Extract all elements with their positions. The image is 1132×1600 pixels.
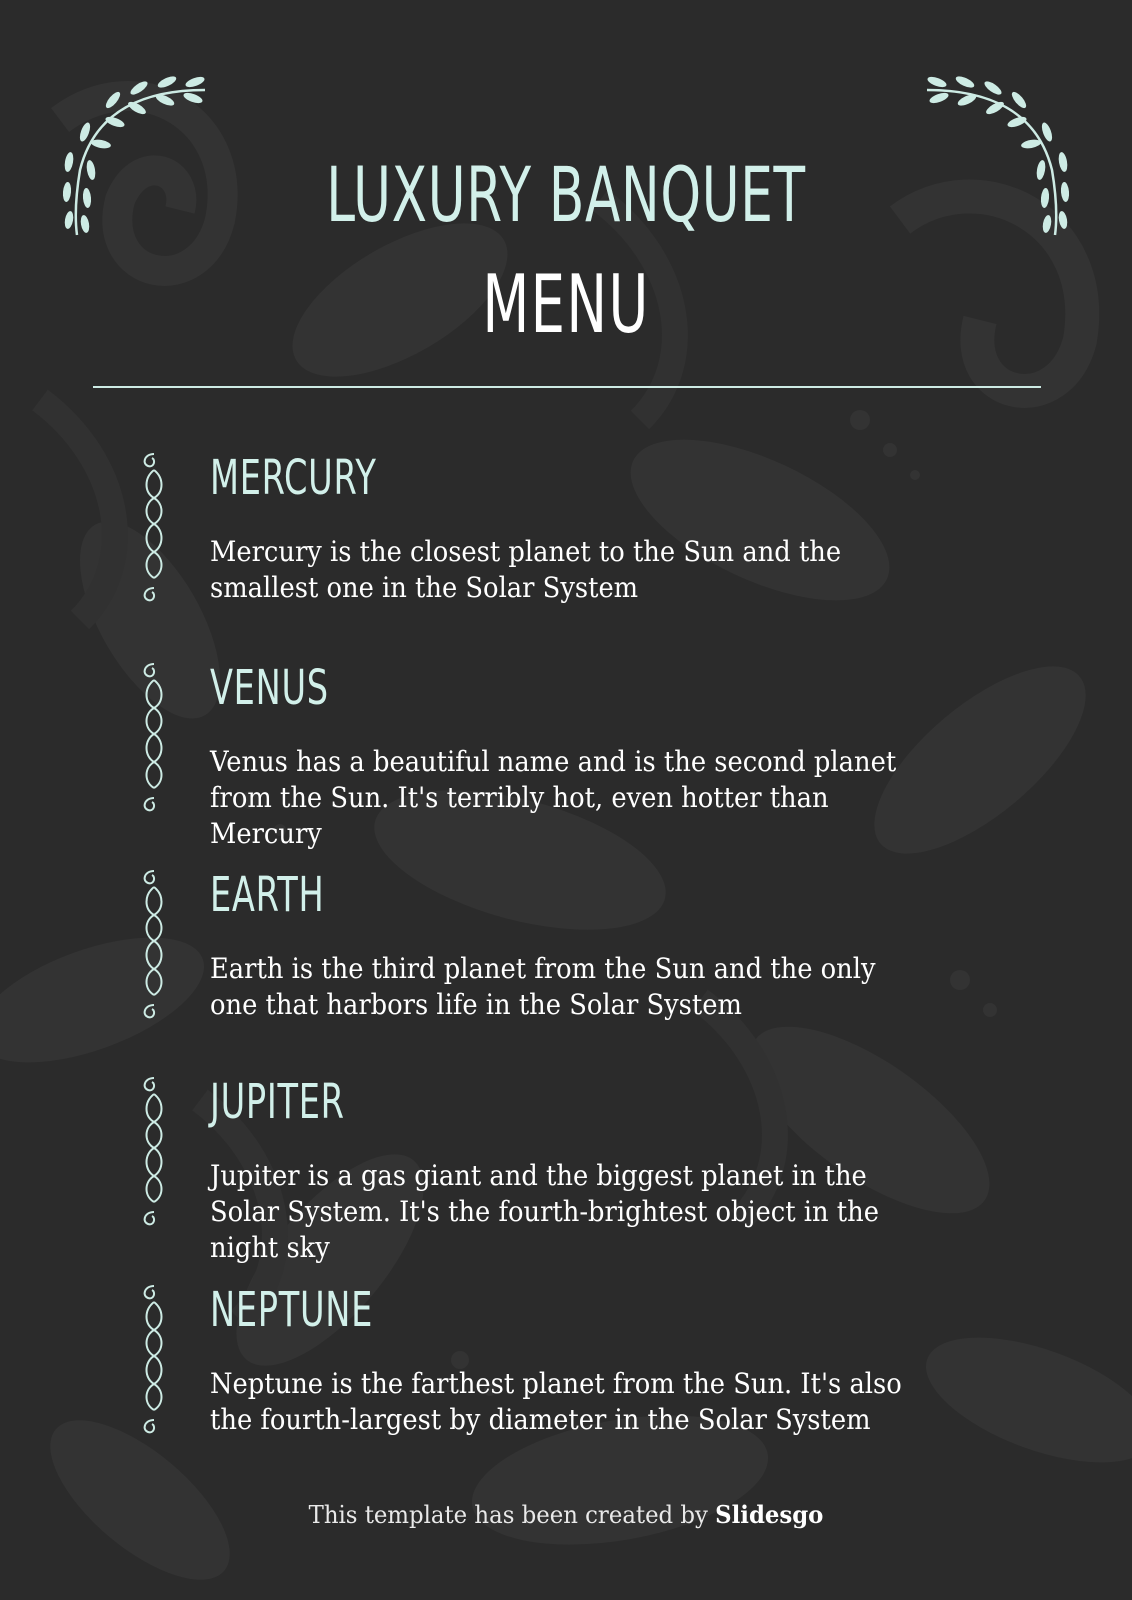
title-divider xyxy=(93,386,1041,388)
item-name: EARTH xyxy=(210,867,325,923)
footer-text: This template has been created by xyxy=(308,1501,708,1529)
item-description: Mercury is the closest planet to the Sun and the smallest one in the Solar System xyxy=(210,535,842,604)
menu-item xyxy=(0,1072,1132,1264)
title-line-menu: MENU xyxy=(482,258,650,351)
item-description: Jupiter is a gas giant and the biggest planet in the Solar System. It's the fourth-brightest object in the night sky xyxy=(210,1159,879,1264)
menu-item xyxy=(0,1280,1132,1450)
item-description: Venus has a beautiful name and is the second planet from the Sun. It's terribly hot, even hotter than Mercury xyxy=(210,745,897,850)
menu-title xyxy=(0,145,1132,355)
footer-brand-link[interactable]: Slidesgo xyxy=(715,1500,824,1529)
item-name: MERCURY xyxy=(210,450,377,506)
title-line-luxury-banquet: LUXURY BANQUET xyxy=(326,150,806,239)
menu-item xyxy=(0,448,1132,618)
item-description: Neptune is the farthest planet from the Sun. It's also the fourth-largest by diameter in the Solar System xyxy=(210,1367,902,1436)
scroll-flourish-icon xyxy=(134,448,174,608)
scroll-flourish-icon xyxy=(134,658,174,818)
menu-item xyxy=(0,658,1132,850)
scroll-flourish-icon xyxy=(134,1072,174,1232)
scroll-flourish-icon xyxy=(134,1280,174,1440)
menu-item xyxy=(0,865,1132,1035)
item-name: NEPTUNE xyxy=(210,1282,374,1338)
item-name: VENUS xyxy=(210,660,329,716)
footer-credit xyxy=(28,1500,1103,1529)
item-name: JUPITER xyxy=(210,1074,345,1130)
scroll-flourish-icon xyxy=(134,865,174,1025)
item-description: Earth is the third planet from the Sun and the only one that harbors life in the Solar System xyxy=(210,952,876,1021)
